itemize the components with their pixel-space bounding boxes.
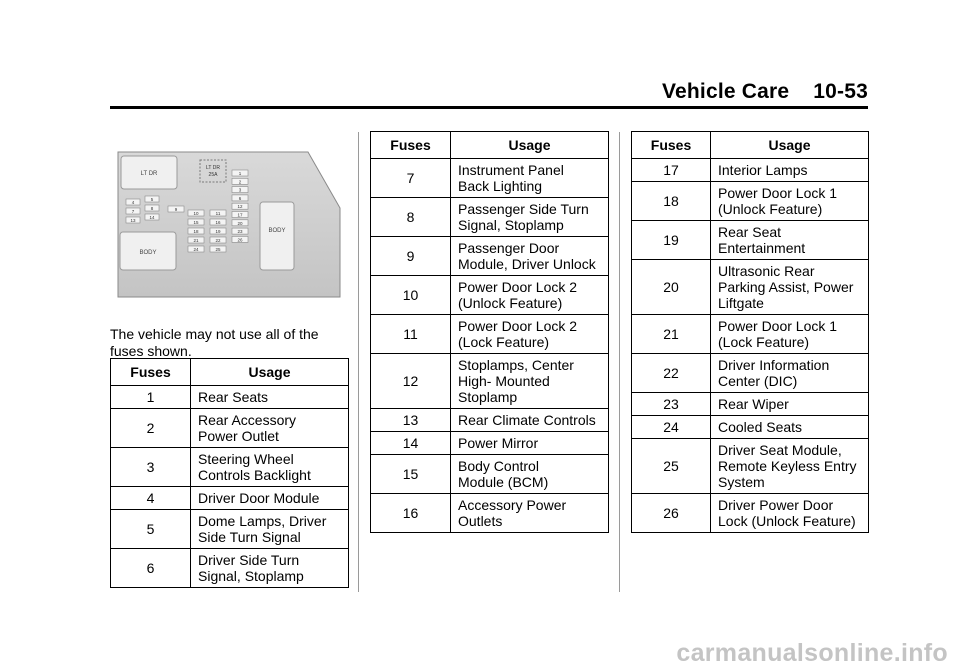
fuses-header: Fuses [632, 132, 711, 159]
fuse-number: 11 [371, 315, 451, 354]
fuse-number: 25 [632, 439, 711, 494]
table-row [632, 159, 869, 182]
fuse-slot-label: 21 [193, 238, 199, 243]
fuse-usage: Dome Lamps, Driver Side Turn Signal [191, 510, 349, 549]
lt-dr-label: LT DR [140, 171, 158, 177]
fuse-usage: Passenger Door Module, Driver Unlock [451, 237, 609, 276]
fuse-number: 13 [371, 409, 451, 432]
table-row [371, 159, 609, 198]
fuse-number: 3 [111, 448, 191, 487]
section-title: Vehicle Care [661, 80, 790, 103]
fuse-number: 6 [111, 549, 191, 588]
table-row [371, 455, 609, 494]
fuse-usage: Power Mirror [451, 432, 609, 455]
body-relay-right [260, 202, 294, 270]
fuse-usage: Rear Seat Entertainment [711, 221, 869, 260]
watermark: carmanualsonline.info [676, 639, 948, 667]
fuse-slot-label: 7 [131, 209, 135, 214]
fuse-usage: Driver Side Turn Signal, Stoplamp [191, 549, 349, 588]
fuse-slot-label: 24 [193, 247, 199, 252]
fuse-number: 23 [632, 393, 711, 416]
table-row [371, 354, 609, 409]
body-right-label: BODY [268, 228, 286, 234]
fuse-number: 22 [632, 354, 711, 393]
fuse-usage: Steering Wheel Controls Backlight [191, 448, 349, 487]
fuse-slot-label: 3 [238, 187, 242, 193]
table-row [371, 432, 609, 455]
lt-dr-25a-line1: LT DR [206, 165, 220, 171]
table-row [632, 260, 869, 315]
table-row [371, 315, 609, 354]
fuse-number: 18 [632, 182, 711, 221]
fuse-slot-label: 26 [237, 237, 243, 243]
table-row [111, 448, 349, 487]
table-row [632, 354, 869, 393]
fuse-slot-label: 8 [150, 206, 154, 211]
intro-text: The vehicle may not use all of the fuses shown. [110, 326, 319, 359]
fuse-usage: Body Control Module (BCM) [451, 455, 609, 494]
table-row [371, 409, 609, 432]
fuse-number: 8 [371, 198, 451, 237]
fuse-usage: Power Door Lock 1 (Unlock Feature) [711, 182, 869, 221]
fuse-number: 5 [111, 510, 191, 549]
table-row [111, 386, 349, 409]
fuse-usage: Power Door Lock 2 (Lock Feature) [451, 315, 609, 354]
header-rule [110, 106, 868, 109]
table-row [371, 237, 609, 276]
fuse-usage: Instrument Panel Back Lighting [451, 159, 609, 198]
fuse-slot-label: 4 [131, 200, 135, 205]
table-row [632, 494, 869, 533]
body-left-label: BODY [139, 250, 157, 256]
table-row [632, 221, 869, 260]
fuse-slot-label: 16 [215, 220, 221, 225]
fuse-usage: Power Door Lock 1 (Lock Feature) [711, 315, 869, 354]
fuse-slot-label: 25 [215, 247, 221, 252]
table-row [632, 315, 869, 354]
table-row [632, 439, 869, 494]
fuse-slot-label: 6 [238, 195, 242, 201]
fuse-number: 15 [371, 455, 451, 494]
fuse-number: 26 [632, 494, 711, 533]
fuses-header: Fuses [371, 132, 451, 159]
fuse-usage: Driver Door Module [191, 487, 349, 510]
fuse-usage: Rear Climate Controls [451, 409, 609, 432]
fuse-usage: Passenger Side Turn Signal, Stoplamp [451, 198, 609, 237]
fuse-number: 4 [111, 487, 191, 510]
fuse-number: 12 [371, 354, 451, 409]
fuse-slot-label: 5 [150, 197, 154, 202]
fuse-number: 14 [371, 432, 451, 455]
fuse-slot-label: 15 [193, 220, 199, 225]
fuse-number: 7 [371, 159, 451, 198]
usage-header: Usage [711, 132, 869, 159]
fuse-slot-label: 10 [193, 211, 199, 216]
fuse-table-2 [370, 131, 609, 533]
fuse-usage: Accessory Power Outlets [451, 494, 609, 533]
fuse-slot-label: 13 [130, 218, 136, 223]
page-number: 10-53 [813, 80, 868, 103]
fuse-slot-label: 23 [237, 229, 243, 235]
table-row [371, 276, 609, 315]
fuse-number: 20 [632, 260, 711, 315]
fuse-number: 2 [111, 409, 191, 448]
table-row [371, 198, 609, 237]
page-header [662, 80, 868, 104]
fuse-usage: Rear Wiper [711, 393, 869, 416]
fuse-usage: Driver Seat Module, Remote Keyless Entry System [711, 439, 869, 494]
usage-header: Usage [451, 132, 609, 159]
fuse-number: 19 [632, 221, 711, 260]
fuse-slot-label: 1 [238, 171, 242, 176]
fuse-block-diagram [114, 150, 342, 301]
fuse-number: 21 [632, 315, 711, 354]
fuse-usage: Driver Power Door Lock (Unlock Feature) [711, 494, 869, 533]
fuse-slot-label: 12 [237, 204, 243, 210]
fuse-usage: Rear Seats [191, 386, 349, 409]
fuse-number: 1 [111, 386, 191, 409]
fuse-usage: Driver Information Center (DIC) [711, 354, 869, 393]
fuse-number: 16 [371, 494, 451, 533]
fuse-slot-label: 2 [238, 179, 242, 185]
column-divider-1 [358, 132, 359, 592]
fuse-usage: Rear Accessory Power Outlet [191, 409, 349, 448]
fuse-slot-label: 9 [174, 207, 178, 212]
table-row [111, 487, 349, 510]
fuse-slot-label: 22 [215, 238, 221, 243]
lt-dr-25a-line2: 25A [208, 172, 218, 178]
fuse-usage: Stoplamps, Center High- Mounted Stoplamp [451, 354, 609, 409]
fuse-number: 24 [632, 416, 711, 439]
fuses-header: Fuses [111, 359, 191, 386]
fuse-number: 9 [371, 237, 451, 276]
table-row [111, 409, 349, 448]
table-row [632, 393, 869, 416]
fuse-table-1 [110, 358, 349, 588]
fuse-slot-label: 20 [237, 220, 243, 226]
fuse-usage: Power Door Lock 2 (Unlock Feature) [451, 276, 609, 315]
fuse-number: 10 [371, 276, 451, 315]
fuse-number: 17 [632, 159, 711, 182]
fuse-slot-label: 18 [193, 229, 199, 234]
table-row [111, 510, 349, 549]
fuse-block-svg [114, 150, 342, 301]
table-row [371, 494, 609, 533]
column-divider-2 [619, 132, 620, 592]
fuse-usage: Ultrasonic Rear Parking Assist, Power Liftgate [711, 260, 869, 315]
usage-header: Usage [191, 359, 349, 386]
fuse-slot-label: 17 [237, 212, 243, 218]
fuse-usage: Cooled Seats [711, 416, 869, 439]
fuse-usage: Interior Lamps [711, 159, 869, 182]
fuse-slot-label: 11 [215, 211, 221, 216]
table-row [111, 549, 349, 588]
fuse-table-3 [631, 131, 869, 533]
table-row [632, 182, 869, 221]
fuse-slot-label: 19 [215, 229, 221, 234]
table-row [632, 416, 869, 439]
fuse-slot-label: 14 [149, 215, 155, 220]
